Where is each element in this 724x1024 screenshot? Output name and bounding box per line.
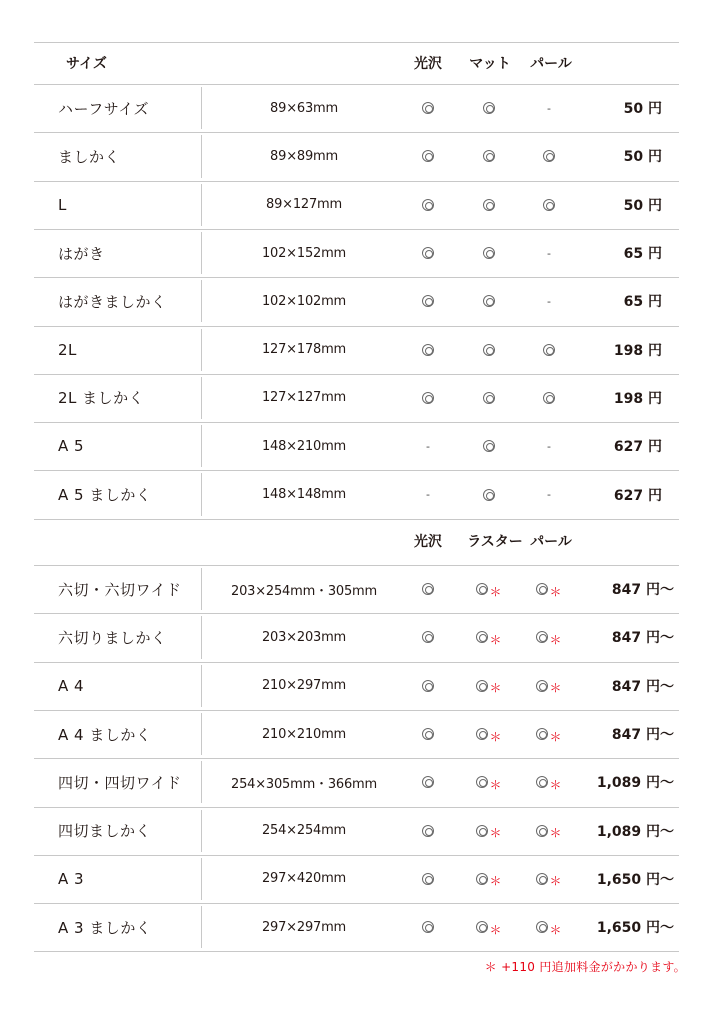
surcharge-asterisk-icon: ＊ [549,874,562,889]
gloss-availability [413,132,443,180]
size-name: 四切・四切ワイド [58,773,182,792]
not-available-dash: - [547,488,551,502]
size-name: A 5 ましかく [58,486,152,505]
size-dimensions: 297×297mm [261,919,347,935]
double-circle-icon [476,677,501,694]
size-name: 六切・六切ワイド [58,580,182,599]
size-dimensions: 102×102mm [261,293,347,309]
double-circle-icon [483,392,495,404]
surcharge-asterisk-icon: ＊ [489,874,502,889]
size-dimensions: 254×305mm・366mm [231,776,377,792]
price: 1,089 円〜 [596,823,674,840]
pearl-availability [534,565,564,613]
table-row [34,132,679,180]
table-row [34,662,679,710]
size-name: 六切りましかく [58,628,167,647]
table-row [34,470,679,518]
table-row [34,84,679,132]
gloss-availability [413,855,443,903]
size-name: 2L [58,340,77,359]
price: 198 円 [613,342,662,359]
price: 627 円 [613,439,662,456]
size-name: はがきましかく [58,292,167,311]
price: 50 円 [623,101,662,118]
size-dimensions: 148×210mm [261,438,347,454]
size-name: A 5 [58,437,85,456]
double-circle-icon [476,629,501,646]
double-circle-icon [476,919,501,936]
matte-availability [474,84,504,132]
matte-availability [474,132,504,180]
double-circle-icon [536,581,561,598]
pearl-availability [534,181,564,229]
surcharge-asterisk-icon: ＊ [549,681,562,696]
surcharge-asterisk-icon: ＊ [549,922,562,937]
double-circle-icon [422,102,434,114]
surcharge-asterisk-icon: ＊ [549,729,562,744]
double-circle-icon [543,344,555,356]
size-dimensions: 127×178mm [261,342,347,358]
table-row [34,613,679,661]
price: 847 円〜 [611,727,674,744]
size-name: A 4 ましかく [58,725,152,744]
double-circle-icon [422,680,434,692]
gloss-availability [413,84,443,132]
double-circle-icon [422,247,434,259]
double-circle-icon [536,919,561,936]
luster-availability [474,662,504,710]
double-circle-icon [476,581,501,598]
header-size: サイズ [66,56,107,72]
double-circle-icon [422,199,434,211]
double-circle-icon [483,199,495,211]
double-circle-icon [422,776,434,788]
table-row [34,855,679,903]
size-dimensions: 297×420mm [261,871,347,887]
not-available-dash: - [547,101,551,115]
double-circle-icon [422,150,434,162]
gloss-availability [413,277,443,325]
double-circle-icon [483,150,495,162]
size-dimensions: 89×89mm [270,148,338,164]
double-circle-icon [422,295,434,307]
table-row [34,807,679,855]
gloss-availability [413,229,443,277]
luster-availability [474,565,504,613]
not-available-dash: - [547,246,551,260]
size-name: 2L ましかく [58,389,145,408]
size-dimensions: 89×127mm [266,197,342,213]
pearl-availability [534,132,564,180]
size-dimensions: 127×127mm [261,390,347,406]
table-row [34,374,679,422]
size-dimensions: 203×254mm・305mm [231,583,377,599]
surcharge-asterisk-icon: ＊ [489,729,502,744]
matte-availability [474,181,504,229]
price: 627 円 [613,487,662,504]
gloss-availability [413,470,443,518]
pearl-availability [534,422,564,470]
luster-availability [474,903,504,951]
surcharge-asterisk-icon: ＊ [489,777,502,792]
pearl-availability [534,374,564,422]
table-row [34,758,679,806]
row-rule [34,951,679,952]
pearl-availability [534,710,564,758]
size-dimensions: 89×63mm [270,100,338,116]
pearl-availability [534,84,564,132]
size-name: 四切ましかく [58,822,152,841]
pearl-availability [534,903,564,951]
double-circle-icon [536,870,561,887]
double-circle-icon [536,822,561,839]
double-circle-icon [543,392,555,404]
double-circle-icon [422,392,434,404]
size-name: ハーフサイズ [58,99,150,118]
double-circle-icon [422,921,434,933]
not-available-dash: - [547,294,551,308]
pearl-availability [534,613,564,661]
header-matte: マット [469,56,511,72]
gloss-availability [413,181,443,229]
double-circle-icon [476,726,501,743]
double-circle-icon [476,870,501,887]
size-dimensions: 203×203mm [261,629,347,645]
double-circle-icon [422,728,434,740]
gloss-availability [413,565,443,613]
gloss-availability [413,903,443,951]
surcharge-asterisk-icon: ＊ [489,584,502,599]
size-dimensions: 254×254mm [261,823,347,839]
price: 847 円〜 [611,630,674,647]
table-row [34,903,679,951]
double-circle-icon [476,774,501,791]
size-name: はがき [58,244,105,263]
surcharge-asterisk-icon: ＊ [549,584,562,599]
surcharge-asterisk-icon: ＊ [549,777,562,792]
double-circle-icon [422,583,434,595]
gloss-availability [413,758,443,806]
not-available-dash: - [547,439,551,453]
section1-header-row [34,42,679,84]
pearl-availability [534,807,564,855]
double-circle-icon [536,629,561,646]
header-pearl-2: パール [530,534,572,550]
row-rule [34,519,679,520]
size-name: A 4 [58,676,85,695]
gloss-availability [413,374,443,422]
pearl-availability [534,662,564,710]
pearl-availability [534,855,564,903]
not-available-dash: - [426,488,430,502]
table-row [34,565,679,613]
matte-availability [474,422,504,470]
size-name: L [58,195,67,214]
matte-availability [474,374,504,422]
price: 50 円 [623,149,662,166]
double-circle-icon [543,199,555,211]
price: 198 円 [613,390,662,407]
size-name: A 3 ましかく [58,918,152,937]
pearl-availability [534,229,564,277]
surcharge-asterisk-icon: ＊ [489,922,502,937]
double-circle-icon [422,825,434,837]
header-luster: ラスター [467,534,523,550]
price: 65 円 [623,294,662,311]
price: 50 円 [623,197,662,214]
matte-availability [474,326,504,374]
double-circle-icon [422,344,434,356]
gloss-availability [413,613,443,661]
gloss-availability [413,662,443,710]
price: 1,089 円〜 [596,775,674,792]
pearl-availability [534,326,564,374]
header-pearl: パール [530,56,572,72]
price: 1,650 円〜 [596,920,674,937]
price: 65 円 [623,246,662,263]
price: 847 円〜 [611,678,674,695]
surcharge-asterisk-icon: ＊ [489,632,502,647]
header-gloss: 光沢 [414,56,442,72]
size-dimensions: 210×210mm [261,726,347,742]
double-circle-icon [483,247,495,259]
surcharge-footnote: ＊ +110 円追加料金がかかります。 [484,960,686,974]
matte-availability [474,470,504,518]
size-dimensions: 210×297mm [261,678,347,694]
luster-availability [474,613,504,661]
size-name: A 3 [58,869,85,888]
price: 1,650 円〜 [596,871,674,888]
table-row [34,710,679,758]
table-row [34,229,679,277]
luster-availability [474,855,504,903]
table-row [34,181,679,229]
size-dimensions: 102×152mm [261,245,347,261]
not-available-dash: - [426,439,430,453]
surcharge-asterisk-icon: ＊ [489,681,502,696]
pearl-availability [534,758,564,806]
double-circle-icon [422,873,434,885]
double-circle-icon [536,726,561,743]
double-circle-icon [483,440,495,452]
pearl-availability [534,277,564,325]
size-dimensions: 148×148mm [261,487,347,503]
surcharge-asterisk-icon: ＊ [549,632,562,647]
double-circle-icon [483,489,495,501]
luster-availability [474,710,504,758]
gloss-availability [413,710,443,758]
luster-availability [474,758,504,806]
surcharge-asterisk-icon: ＊ [549,826,562,841]
double-circle-icon [536,677,561,694]
double-circle-icon [536,774,561,791]
section2-header-row [34,517,679,565]
table-row [34,422,679,470]
double-circle-icon [543,150,555,162]
gloss-availability [413,807,443,855]
size-name: ましかく [58,147,121,166]
price: 847 円〜 [611,582,674,599]
matte-availability [474,277,504,325]
header-gloss-2: 光沢 [414,534,442,550]
surcharge-asterisk-icon: ＊ [489,826,502,841]
matte-availability [474,229,504,277]
double-circle-icon [483,344,495,356]
double-circle-icon [483,295,495,307]
table-row [34,326,679,374]
gloss-availability [413,326,443,374]
double-circle-icon [483,102,495,114]
luster-availability [474,807,504,855]
double-circle-icon [422,631,434,643]
pearl-availability [534,470,564,518]
table-row [34,277,679,325]
gloss-availability [413,422,443,470]
double-circle-icon [476,822,501,839]
